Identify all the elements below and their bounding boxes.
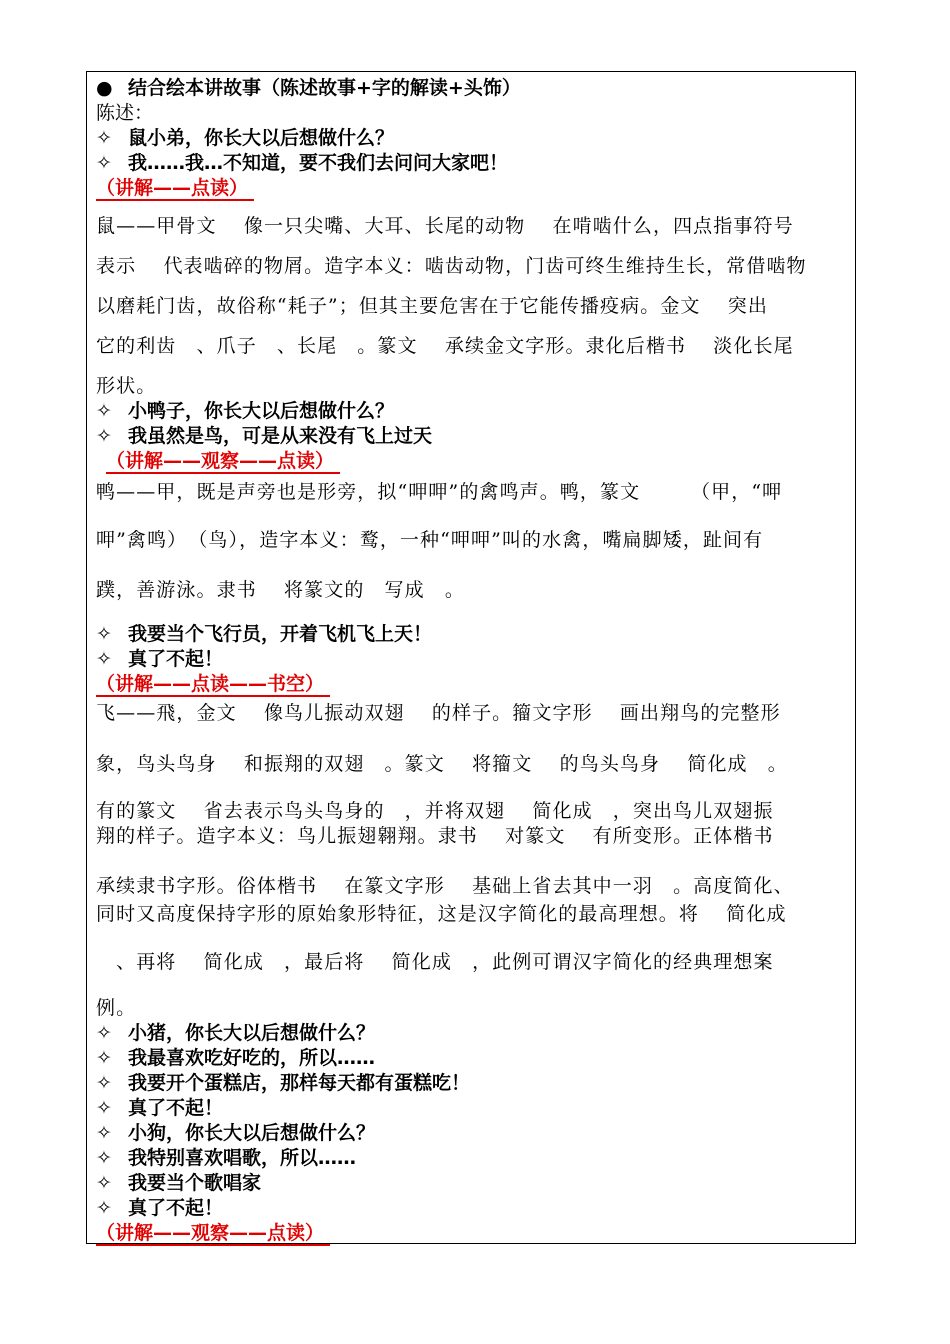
- intro-label: 陈述：: [96, 102, 154, 124]
- dialog-line: [96, 1021, 375, 1045]
- sparkle-icon: ✧: [96, 400, 112, 422]
- body-line: 、再将 简化成 ，最后将 简化成 ，此例可谓汉字简化的经典理想案: [96, 951, 774, 973]
- body-line: 飞——飛，金文 像鸟儿振动双翅 的样子。籀文字形 画出翔鸟的完整形: [96, 702, 781, 724]
- dialog-text: 我虽然是鸟，可是从来没有飞上过天: [128, 425, 433, 447]
- body-line: 有的篆文 省去表示鸟头鸟身的 ，并将双翅 简化成 ，突出鸟儿双翅振: [96, 800, 774, 822]
- sparkle-icon: ✧: [96, 1097, 112, 1119]
- dialog-text: 小鸭子，你长大以后想做什么？: [128, 400, 395, 422]
- sparkle-icon: ✧: [96, 1072, 112, 1094]
- dialog-text: 鼠小弟，你长大以后想做什么？: [128, 127, 395, 149]
- body-line: 以磨耗门齿，故俗称“耗子”；但其主要危害在于它能传播疫病。金文 突出: [96, 295, 768, 317]
- dialog-line: [96, 151, 508, 175]
- dialog-line: [96, 126, 394, 150]
- body-line: 形状。: [96, 375, 157, 397]
- body-line: 例。: [96, 997, 137, 1019]
- dialog-text: 我要当个歌唱家: [128, 1172, 262, 1194]
- dialog-line: [96, 1121, 375, 1145]
- sparkle-icon: ✧: [96, 1147, 112, 1169]
- teaching-tag: （讲解——观察——点读）: [106, 450, 340, 474]
- dialog-text: 小狗，你长大以后想做什么？: [128, 1122, 376, 1144]
- body-line: 承续隶书字形。俗体楷书 在篆文字形 基础上省去其中一羽 。高度简化、: [96, 875, 794, 897]
- body-line: 它的利齿 、爪子 、长尾 。篆文 承续金文字形。隶化后楷书 淡化长尾: [96, 335, 794, 357]
- teaching-tag: （讲解——点读）: [96, 177, 254, 201]
- dialog-text: 我最喜欢吃好吃的，所以……: [128, 1047, 376, 1069]
- sparkle-icon: ✧: [96, 425, 112, 447]
- bullet-icon: ●: [96, 77, 113, 99]
- dialog-line: [96, 424, 432, 448]
- sparkle-icon: ✧: [96, 1122, 112, 1144]
- dialog-text: 真了不起！: [128, 1097, 224, 1119]
- body-line: 翔的样子。造字本义：鸟儿振翅翱翔。隶书 对篆文 有所变形。正体楷书: [96, 825, 774, 847]
- sparkle-icon: ✧: [96, 127, 112, 149]
- dialog-text: 真了不起！: [128, 648, 224, 670]
- sparkle-icon: ✧: [96, 152, 112, 174]
- sparkle-icon: ✧: [96, 1172, 112, 1194]
- dialog-text: 我要当个飞行员，开着飞机飞上天！: [128, 623, 433, 645]
- dialog-line: [96, 647, 223, 671]
- body-line: 鸭——甲，既是声旁也是形旁，拟“呷呷”的禽鸣声。鸭，篆文 （甲，“呷: [96, 481, 783, 503]
- dialog-text: 我要开个蛋糕店，那样每天都有蛋糕吃！: [128, 1072, 471, 1094]
- body-line: 同时又高度保持字形的原始象形特征，这是汉字简化的最高理想。将 简化成: [96, 903, 787, 925]
- teaching-tag: （讲解——观察——点读）: [96, 1222, 330, 1246]
- body-line: 表示 代表啮碎的物屑。造字本义：啮齿动物，门齿可终生维持生长，常借啮物: [96, 255, 807, 277]
- sparkle-icon: ✧: [96, 1047, 112, 1069]
- sparkle-icon: ✧: [96, 623, 112, 645]
- dialog-line: [96, 1171, 261, 1195]
- body-line: 蹼，善游泳。隶书 将篆文的 写成 。: [96, 579, 465, 601]
- dialog-line: [96, 1096, 223, 1120]
- dialog-line: [96, 1071, 470, 1095]
- dialog-line: [96, 1146, 356, 1170]
- heading-text: 结合绘本讲故事（陈述故事+字的解读+头饰）: [128, 77, 521, 99]
- dialog-text: 小猪，你长大以后想做什么？: [128, 1022, 376, 1044]
- sparkle-icon: ✧: [96, 1022, 112, 1044]
- dialog-line: [96, 399, 394, 423]
- dialog-line: [96, 1196, 223, 1220]
- dialog-text: 真了不起！: [128, 1197, 224, 1219]
- body-line: 鼠——甲骨文 像一只尖嘴、大耳、长尾的动物 在啃啮什么，四点指事符号: [96, 215, 794, 237]
- dialog-line: [96, 622, 432, 646]
- dialog-line: [96, 1046, 375, 1070]
- section-heading: [96, 76, 521, 100]
- teaching-tag: （讲解——点读——书空）: [96, 673, 330, 697]
- body-line: 呷”禽鸣） （鸟），造字本义：鹜，一种“呷呷”叫的水禽，嘴扁脚矮，趾间有: [96, 529, 764, 551]
- dialog-text: 我特别喜欢唱歌，所以……: [128, 1147, 357, 1169]
- sparkle-icon: ✧: [96, 648, 112, 670]
- sparkle-icon: ✧: [96, 1197, 112, 1219]
- dialog-text: 我……我…不知道，要不我们去问问大家吧！: [128, 152, 509, 174]
- body-line: 象，鸟头鸟身 和振翔的双翅 。篆文 将籀文 的鸟头鸟身 简化成 。: [96, 753, 788, 775]
